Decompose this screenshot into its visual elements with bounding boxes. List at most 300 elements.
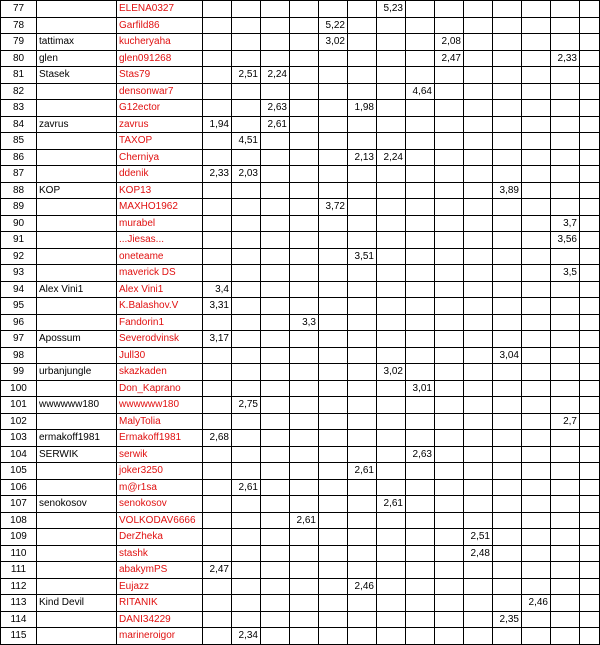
score-cell: 2,24 [377, 149, 406, 166]
extra-cell [580, 578, 600, 595]
score-cell [319, 232, 348, 249]
score-cell [232, 578, 261, 595]
score-cell [348, 562, 377, 579]
score-cell [203, 248, 232, 265]
table-row [1, 397, 600, 414]
score-cell [377, 611, 406, 628]
table-row [1, 166, 600, 183]
score-cell [406, 430, 435, 447]
extra-cell [580, 182, 600, 199]
extra-cell [580, 529, 600, 546]
table-row [1, 347, 600, 364]
score-cell: 2,61 [348, 463, 377, 480]
table-row [1, 34, 600, 51]
table-row [1, 116, 600, 133]
score-cell [348, 314, 377, 331]
score-cell [435, 166, 464, 183]
score-cell [493, 430, 522, 447]
score-cell [319, 265, 348, 282]
score-cell [464, 215, 493, 232]
score-cell [522, 232, 551, 249]
score-cell [348, 413, 377, 430]
score-cell: 2,13 [348, 149, 377, 166]
score-cell [493, 1, 522, 18]
score-cell [203, 17, 232, 34]
player-name-cell: Fandorin1 [117, 314, 203, 331]
score-cell [348, 232, 377, 249]
player-name-cell: zavrus [117, 116, 203, 133]
score-cell [435, 611, 464, 628]
extra-cell [580, 1, 600, 18]
score-cell [319, 248, 348, 265]
score-cell [464, 298, 493, 315]
score-cell [435, 83, 464, 100]
rank-cell: 101 [1, 397, 37, 414]
score-cell [406, 413, 435, 430]
score-cell [319, 463, 348, 480]
player-name-cell: m@r1sa [117, 479, 203, 496]
score-cell [406, 628, 435, 645]
score-cell: 3,56 [551, 232, 580, 249]
score-cell: 2,34 [232, 628, 261, 645]
score-cell [551, 314, 580, 331]
score-cell [290, 265, 319, 282]
score-cell [493, 232, 522, 249]
score-cell [464, 397, 493, 414]
alias-cell [37, 133, 117, 150]
score-cell [464, 34, 493, 51]
score-cell [203, 463, 232, 480]
score-cell [348, 628, 377, 645]
score-cell [406, 116, 435, 133]
score-cell [290, 50, 319, 67]
alias-cell [37, 628, 117, 645]
score-cell: 1,94 [203, 116, 232, 133]
alias-cell [37, 298, 117, 315]
score-cell: 3,17 [203, 331, 232, 348]
score-cell [551, 562, 580, 579]
score-cell [522, 182, 551, 199]
score-cell [348, 34, 377, 51]
score-cell [493, 265, 522, 282]
score-cell [232, 281, 261, 298]
score-cell [232, 149, 261, 166]
rank-cell: 113 [1, 595, 37, 612]
score-cell [406, 479, 435, 496]
table-row [1, 611, 600, 628]
score-cell [435, 215, 464, 232]
alias-cell [37, 578, 117, 595]
score-cell [348, 512, 377, 529]
score-cell [435, 595, 464, 612]
score-cell [522, 100, 551, 117]
alias-cell: zavrus [37, 116, 117, 133]
rank-cell: 103 [1, 430, 37, 447]
score-cell [435, 133, 464, 150]
score-cell [435, 182, 464, 199]
score-cell [261, 562, 290, 579]
score-cell [377, 529, 406, 546]
score-cell [493, 298, 522, 315]
rank-cell: 86 [1, 149, 37, 166]
score-cell [464, 628, 493, 645]
rank-cell: 80 [1, 50, 37, 67]
score-cell [464, 199, 493, 216]
score-cell: 3,51 [348, 248, 377, 265]
score-cell: 2,51 [232, 67, 261, 84]
score-cell [522, 149, 551, 166]
score-cell [435, 430, 464, 447]
score-cell [348, 265, 377, 282]
score-cell: 2,47 [203, 562, 232, 579]
rank-cell: 94 [1, 281, 37, 298]
score-cell [319, 512, 348, 529]
score-cell [377, 116, 406, 133]
score-cell [522, 413, 551, 430]
score-cell [522, 628, 551, 645]
extra-cell [580, 116, 600, 133]
score-cell [551, 83, 580, 100]
score-cell: 2,03 [232, 166, 261, 183]
score-cell [435, 463, 464, 480]
alias-cell [37, 380, 117, 397]
score-cell [319, 364, 348, 381]
score-cell [348, 67, 377, 84]
score-cell [261, 397, 290, 414]
score-cell [232, 1, 261, 18]
score-cell [522, 545, 551, 562]
score-cell [232, 545, 261, 562]
score-cell [232, 182, 261, 199]
alias-cell [37, 166, 117, 183]
score-cell [377, 17, 406, 34]
player-name-cell: K.Balashov.V [117, 298, 203, 315]
score-cell [522, 1, 551, 18]
score-cell [406, 100, 435, 117]
rank-cell: 111 [1, 562, 37, 579]
score-cell [493, 149, 522, 166]
score-cell [203, 446, 232, 463]
score-cell [406, 265, 435, 282]
score-cell [261, 512, 290, 529]
score-cell [493, 67, 522, 84]
score-cell [232, 331, 261, 348]
score-cell [377, 413, 406, 430]
player-name-cell: ...Jiesas... [117, 232, 203, 249]
score-cell [261, 364, 290, 381]
score-cell [464, 232, 493, 249]
score-cell: 2,61 [232, 479, 261, 496]
score-cell [290, 182, 319, 199]
score-cell [435, 281, 464, 298]
score-cell [232, 512, 261, 529]
extra-cell [580, 215, 600, 232]
player-name-cell: DerZheka [117, 529, 203, 546]
score-cell [261, 83, 290, 100]
score-cell [261, 413, 290, 430]
score-cell [377, 512, 406, 529]
score-cell [522, 67, 551, 84]
table-row [1, 331, 600, 348]
score-cell [319, 545, 348, 562]
player-name-cell: Jull30 [117, 347, 203, 364]
score-cell [377, 314, 406, 331]
score-cell [319, 331, 348, 348]
score-cell [319, 298, 348, 315]
score-cell [406, 545, 435, 562]
score-cell [232, 364, 261, 381]
extra-cell [580, 265, 600, 282]
player-name-cell: Alex Vini1 [117, 281, 203, 298]
score-cell [551, 133, 580, 150]
rank-cell: 114 [1, 611, 37, 628]
score-cell [551, 397, 580, 414]
score-cell: 2,7 [551, 413, 580, 430]
score-cell [435, 265, 464, 282]
rank-cell: 92 [1, 248, 37, 265]
table-row [1, 512, 600, 529]
score-cell [522, 248, 551, 265]
alias-cell [37, 265, 117, 282]
score-cell [348, 50, 377, 67]
score-cell [522, 430, 551, 447]
player-name-cell: wwwwww180 [117, 397, 203, 414]
table-row [1, 529, 600, 546]
score-cell [290, 100, 319, 117]
score-cell [406, 298, 435, 315]
score-cell [319, 314, 348, 331]
score-cell [435, 545, 464, 562]
player-name-cell: ddenik [117, 166, 203, 183]
table-row [1, 446, 600, 463]
score-cell [232, 496, 261, 513]
extra-cell [580, 166, 600, 183]
score-cell [377, 562, 406, 579]
score-cell [406, 199, 435, 216]
score-cell [493, 628, 522, 645]
score-cell [551, 611, 580, 628]
score-cell [203, 397, 232, 414]
score-cell [348, 182, 377, 199]
score-cell [348, 545, 377, 562]
score-cell [232, 265, 261, 282]
extra-cell [580, 413, 600, 430]
rank-cell: 79 [1, 34, 37, 51]
score-cell [464, 430, 493, 447]
score-cell [348, 298, 377, 315]
score-cell [290, 232, 319, 249]
rank-cell: 98 [1, 347, 37, 364]
rank-cell: 110 [1, 545, 37, 562]
score-cell: 2,68 [203, 430, 232, 447]
score-cell [377, 34, 406, 51]
score-cell [348, 496, 377, 513]
score-cell [551, 166, 580, 183]
extra-cell [580, 50, 600, 67]
score-cell: 3,7 [551, 215, 580, 232]
table-row [1, 496, 600, 513]
alias-cell [37, 232, 117, 249]
score-cell [203, 413, 232, 430]
score-cell [406, 50, 435, 67]
score-cell: 2,46 [348, 578, 377, 595]
rank-cell: 104 [1, 446, 37, 463]
score-cell [319, 166, 348, 183]
score-cell [232, 463, 261, 480]
alias-cell: wwwwww180 [37, 397, 117, 414]
rank-cell: 96 [1, 314, 37, 331]
score-cell [232, 232, 261, 249]
extra-cell [580, 133, 600, 150]
extra-cell [580, 562, 600, 579]
score-cell [261, 463, 290, 480]
score-cell [551, 67, 580, 84]
player-name-cell: RITANIK [117, 595, 203, 612]
score-cell [551, 281, 580, 298]
alias-cell [37, 1, 117, 18]
score-cell [290, 149, 319, 166]
rank-cell: 95 [1, 298, 37, 315]
alias-cell [37, 199, 117, 216]
score-cell [290, 380, 319, 397]
extra-cell [580, 199, 600, 216]
score-cell [261, 248, 290, 265]
player-name-cell: glen091268 [117, 50, 203, 67]
alias-cell [37, 529, 117, 546]
score-cell [464, 17, 493, 34]
score-cell [522, 314, 551, 331]
score-cell [406, 314, 435, 331]
score-cell [406, 17, 435, 34]
score-cell [203, 380, 232, 397]
score-cell: 3,89 [493, 182, 522, 199]
score-cell [464, 562, 493, 579]
score-cell [290, 562, 319, 579]
table-row [1, 215, 600, 232]
score-cell [261, 314, 290, 331]
score-cell [232, 298, 261, 315]
score-cell [203, 232, 232, 249]
table-row [1, 17, 600, 34]
score-cell [435, 298, 464, 315]
score-cell [319, 479, 348, 496]
score-cell [435, 496, 464, 513]
rank-cell: 105 [1, 463, 37, 480]
score-cell [464, 182, 493, 199]
player-name-cell: DANI34229 [117, 611, 203, 628]
rank-cell: 83 [1, 100, 37, 117]
score-cell [464, 595, 493, 612]
score-cell: 2,33 [203, 166, 232, 183]
score-cell [261, 1, 290, 18]
table-row [1, 248, 600, 265]
score-cell: 2,63 [261, 100, 290, 117]
score-cell [493, 133, 522, 150]
score-cell [203, 512, 232, 529]
score-cell [203, 347, 232, 364]
score-cell [290, 545, 319, 562]
score-cell [290, 17, 319, 34]
score-cell [232, 83, 261, 100]
score-cell [551, 380, 580, 397]
score-cell [493, 479, 522, 496]
score-cell [464, 347, 493, 364]
alias-cell [37, 463, 117, 480]
score-cell [464, 496, 493, 513]
score-cell: 2,63 [406, 446, 435, 463]
alias-cell [37, 17, 117, 34]
score-cell [522, 166, 551, 183]
score-cell [203, 628, 232, 645]
score-cell [377, 347, 406, 364]
score-cell [406, 67, 435, 84]
score-cell [319, 430, 348, 447]
player-name-cell: senokosov [117, 496, 203, 513]
score-cell [522, 578, 551, 595]
extra-cell [580, 595, 600, 612]
score-cell: 2,61 [377, 496, 406, 513]
score-cell [232, 116, 261, 133]
alias-cell: Alex Vini1 [37, 281, 117, 298]
score-cell [377, 50, 406, 67]
score-cell [435, 397, 464, 414]
alias-cell: Stasek [37, 67, 117, 84]
score-cell: 3,4 [203, 281, 232, 298]
score-cell [522, 133, 551, 150]
score-cell [203, 529, 232, 546]
score-cell [522, 17, 551, 34]
score-cell [406, 149, 435, 166]
score-cell: 3,31 [203, 298, 232, 315]
table-row [1, 595, 600, 612]
score-cell [493, 34, 522, 51]
score-cell [232, 446, 261, 463]
score-cell [406, 578, 435, 595]
score-cell [377, 166, 406, 183]
score-cell [551, 463, 580, 480]
score-cell [464, 463, 493, 480]
score-cell [522, 215, 551, 232]
score-cell [348, 430, 377, 447]
score-cell [319, 182, 348, 199]
score-cell [261, 17, 290, 34]
score-cell [551, 496, 580, 513]
score-cell [551, 545, 580, 562]
extra-cell [580, 496, 600, 513]
extra-cell [580, 149, 600, 166]
player-name-cell: skazkaden [117, 364, 203, 381]
rank-cell: 82 [1, 83, 37, 100]
score-cell [232, 17, 261, 34]
rank-cell: 84 [1, 116, 37, 133]
score-cell [348, 479, 377, 496]
extra-cell [580, 479, 600, 496]
extra-cell [580, 67, 600, 84]
score-cell [290, 413, 319, 430]
score-cell [290, 578, 319, 595]
score-cell [348, 611, 377, 628]
score-cell [290, 199, 319, 216]
table-row [1, 1, 600, 18]
score-cell [493, 496, 522, 513]
score-cell [319, 380, 348, 397]
extra-cell [580, 512, 600, 529]
score-cell [319, 116, 348, 133]
rank-cell: 85 [1, 133, 37, 150]
score-cell: 2,35 [493, 611, 522, 628]
score-cell [261, 215, 290, 232]
player-name-cell: MAXHO1962 [117, 199, 203, 216]
